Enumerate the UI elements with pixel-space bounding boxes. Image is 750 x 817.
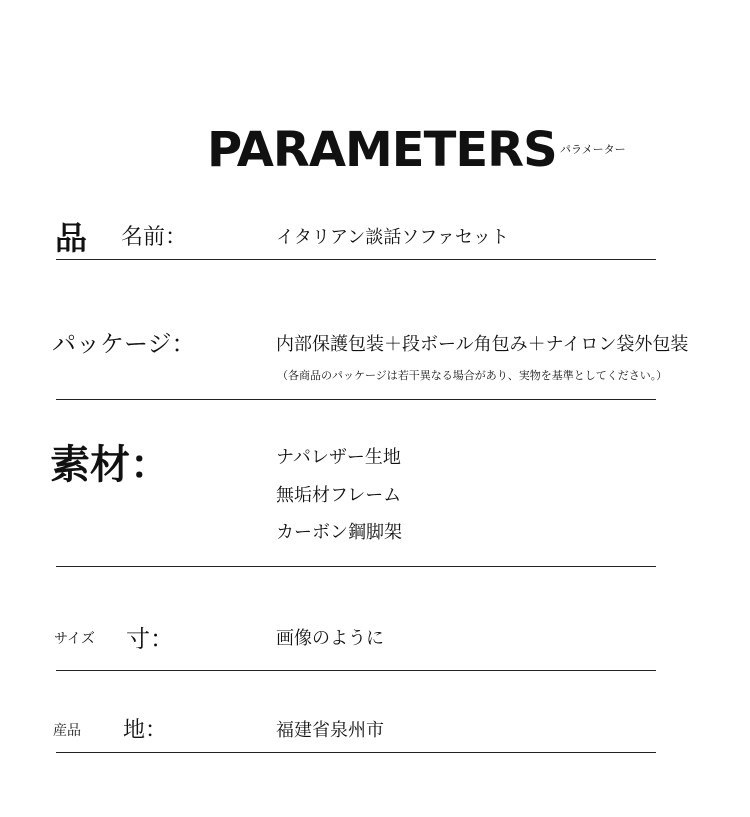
origin-value: 福建省泉州市 xyxy=(276,720,384,741)
page-subtitle: パラメーター xyxy=(560,143,626,156)
origin-label-small: 産品 xyxy=(53,723,81,739)
size-label-small: サイズ xyxy=(54,631,95,647)
divider-material xyxy=(56,566,656,567)
material-value-3: カーボン鋼脚架 xyxy=(276,522,402,543)
divider-origin xyxy=(56,752,656,753)
divider-name xyxy=(56,259,656,260)
material-value-1: ナパレザー生地 xyxy=(276,447,401,468)
page-title: PARAMETERS xyxy=(207,122,557,178)
name-label-big: 品 xyxy=(55,219,88,257)
name-value: イタリアン談話ソファセット xyxy=(276,227,509,248)
package-value: 内部保護包装＋段ボール角包み＋ナイロン袋外包装 xyxy=(276,334,689,355)
divider-size xyxy=(56,670,656,671)
package-note: （各商品のパッケージは若干異なる場合があり、実物を基準としてください。） xyxy=(277,369,668,382)
origin-label: 地： xyxy=(123,718,168,743)
size-value: 画像のように xyxy=(276,628,384,649)
divider-package xyxy=(56,399,656,400)
material-label: 素材： xyxy=(50,442,170,488)
package-label: パッケージ： xyxy=(52,330,196,358)
material-value-2: 無垢材フレーム xyxy=(276,485,402,506)
size-label: 寸： xyxy=(126,625,174,653)
name-label: 名前： xyxy=(121,225,188,250)
